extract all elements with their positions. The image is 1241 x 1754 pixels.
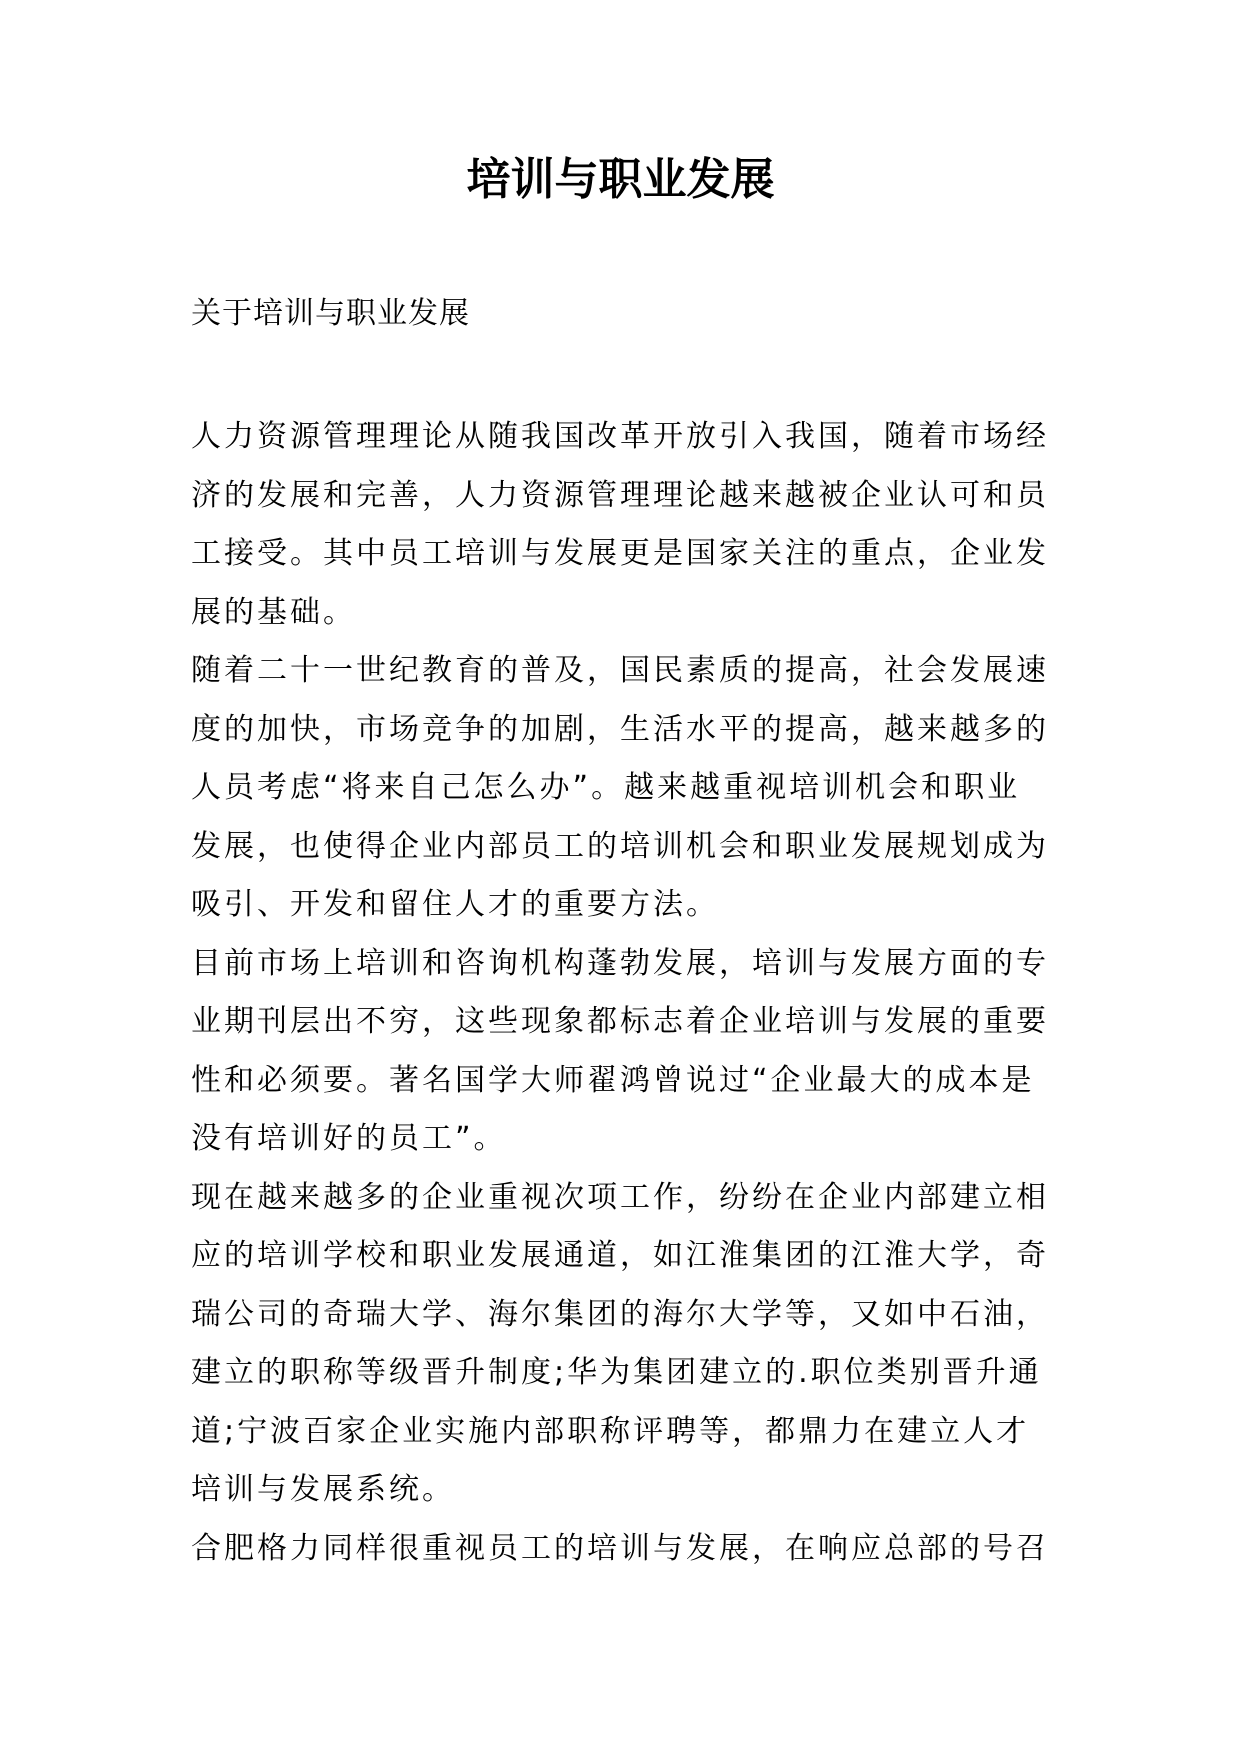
document-body <box>191 408 1051 1578</box>
document-subtitle: 关于培训与职业发展 <box>191 296 470 331</box>
paragraph: 随着二十一世纪教育的普及，国民素质的提高，社会发展速度的加快，市场竞争的加剧，生活水平的提高，越来越多的人员考虑“将来自己怎么办”。越来越重视培训机会和职业发展，也使得企业内部员工的培训机会和职业发展规划成为吸引、开发和留住人才的重要方法。 <box>191 653 1049 922</box>
paragraph: 合肥格力同样很重视员工的培训与发展，在响应总部的号召 <box>191 1530 1049 1566</box>
paragraph: 人力资源管理理论从随我国改革开放引入我国，随着市场经济的发展和完善，人力资源管理理论越来越被企业认可和员工接受。其中员工培训与发展更是国家关注的重点，企业发展的基础。 <box>191 419 1049 630</box>
paragraph: 现在越来越多的企业重视次项工作，纷纷在企业内部建立相应的培训学校和职业发展通道，如江淮集团的江淮大学，奇瑞公司的奇瑞大学、海尔集团的海尔大学等，又如中石油，建立的职称等级晋升制度;华为集团建立的.职位类别晋升通道;宁波百家企业实施内部职称评聘等，都鼎力在建立人才培训与发展系统。 <box>191 1179 1049 1507</box>
paragraph: 目前市场上培训和咨询机构蓬勃发展，培训与发展方面的专业期刊层出不穷，这些现象都标志着企业培训与发展的重要性和必须要。著名国学大师翟鸿曾说过“企业最大的成本是没有培训好的员工”。 <box>191 945 1049 1156</box>
document-title: 培训与职业发展 <box>466 154 775 205</box>
